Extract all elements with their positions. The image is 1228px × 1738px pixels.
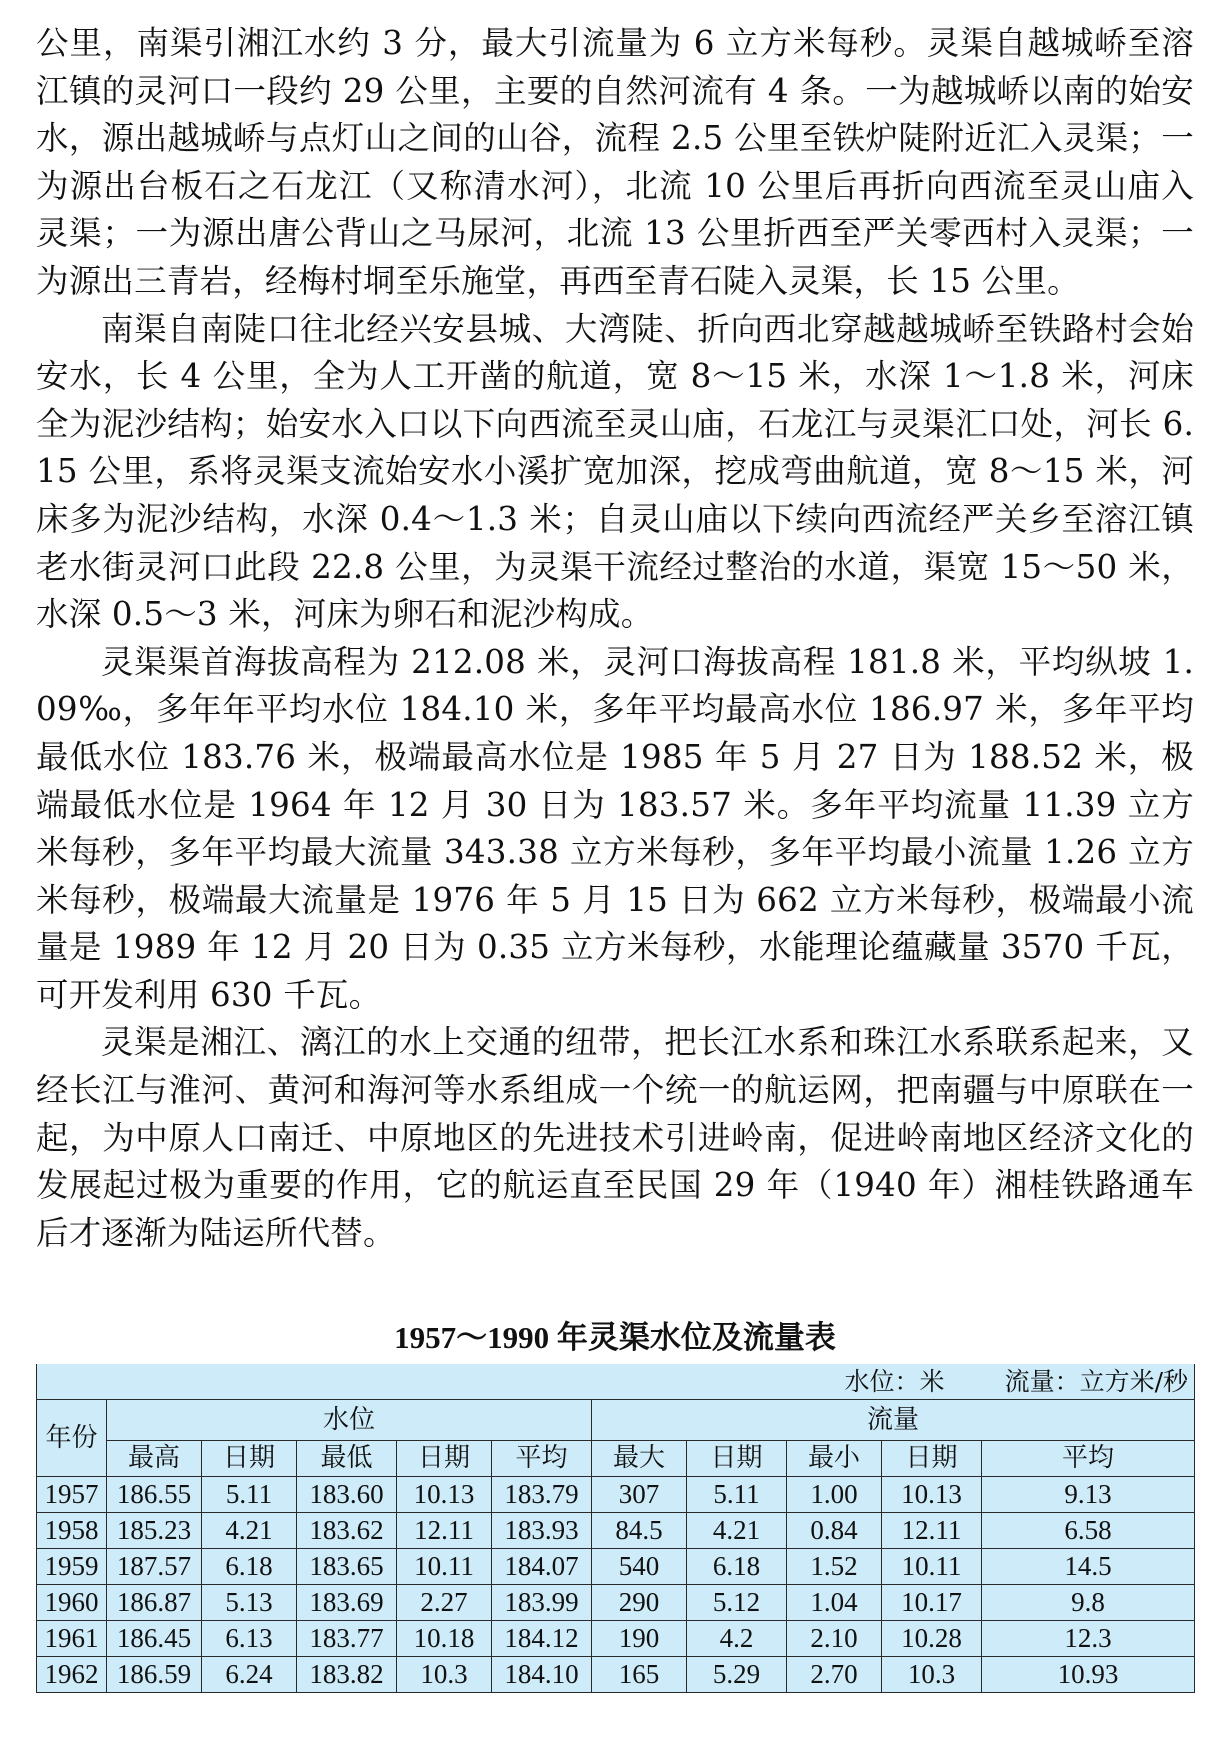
table-cell: 2.10 — [787, 1621, 882, 1657]
table-cell: 183.93 — [492, 1513, 592, 1549]
table-cell: 10.18 — [397, 1621, 492, 1657]
table-cell: 10.17 — [882, 1585, 982, 1621]
table-cell: 186.55 — [107, 1477, 202, 1513]
paragraph: 公里，南渠引湘江水约 3 分，最大引流量为 6 立方米每秒。灵渠自越城峤至溶江镇的灵河口一段约 29 公里，主要的自然河流有 4 条。一为越城峤以南的始安水，源出越城峤与点灯山之间的山谷，流程 2.5 公里至铁炉陡附近汇入灵渠；一为源出台板石之石龙江（又称清水河），北流 10 公里后再折向西流至灵山庙入灵渠；一为源出唐公背山之马尿河，北流 13 公里折西至严关零西村入灵渠；一为源出三青岩，经梅村垌至乐施堂，再西至青石陡入灵渠，长 15 公里。 — [36, 24, 1194, 300]
table-cell: 6.58 — [982, 1513, 1195, 1549]
table-cell: 10.11 — [882, 1549, 982, 1585]
table-cell: 9.13 — [982, 1477, 1195, 1513]
table-cell: 1958 — [37, 1513, 107, 1549]
table-cell: 1960 — [37, 1585, 107, 1621]
table-cell: 165 — [592, 1657, 687, 1693]
table-cell: 5.11 — [202, 1477, 297, 1513]
paragraph: 南渠自南陡口往北经兴安县城、大湾陡、折向西北穿越越城峤至铁路村会始安水，长 4 公里，全为人工开凿的航道，宽 8～15 米，水深 1～1.8 米，河床全为泥沙结构；始安水入口以下向西流至灵山庙，石龙江与灵渠汇口处，河长 6.15 公里，系将灵渠支流始安水小溪扩宽加深，挖成弯曲航道，宽 8～15 米，河床多为泥沙结构，水深 0.4～1.3 米；自灵山庙以下续向西流经严关乡至溶江镇老水街灵河口此段 22.8 公里，为灵渠干流经过整治的水道，渠宽 15～50 米，水深 0.5～3 米，河床为卵石和泥沙构成。 — [36, 309, 1194, 634]
table-cell: 186.59 — [107, 1657, 202, 1693]
column-header: 最低 — [297, 1441, 397, 1477]
table-row — [37, 1621, 1195, 1657]
table-cell: 0.84 — [787, 1513, 882, 1549]
table-cell: 5.12 — [687, 1585, 787, 1621]
table-cell: 184.12 — [492, 1621, 592, 1657]
column-header: 日期 — [687, 1441, 787, 1477]
table-cell: 290 — [592, 1585, 687, 1621]
table-cell: 4.2 — [687, 1621, 787, 1657]
table-cell: 10.11 — [397, 1549, 492, 1585]
column-header: 平均 — [982, 1441, 1195, 1477]
table-cell: 1959 — [37, 1549, 107, 1585]
table-cell: 1957 — [37, 1477, 107, 1513]
table-cell: 307 — [592, 1477, 687, 1513]
water-level-flow-table — [36, 1364, 1195, 1693]
column-header: 最高 — [107, 1441, 202, 1477]
table-cell: 6.18 — [202, 1549, 297, 1585]
table-cell: 187.57 — [107, 1549, 202, 1585]
column-header: 最小 — [787, 1441, 882, 1477]
paragraph: 灵渠是湘江、漓江的水上交通的纽带，把长江水系和珠江水系联系起来，又经长江与淮河、黄河和海河等水系组成一个统一的航运网，把南疆与中原联在一起，为中原人口南迁、中原地区的先进技术引进岭南，促进岭南地区经济文化的发展起过极为重要的作用，它的航运直至民国 29 年（1940 年）湘桂铁路通车后才逐渐为陆运所代替。 — [36, 1023, 1194, 1252]
table-cell: 5.11 — [687, 1477, 787, 1513]
table-cell: 2.70 — [787, 1657, 882, 1693]
table-cell: 12.11 — [397, 1513, 492, 1549]
table-cell: 5.13 — [202, 1585, 297, 1621]
table-cell: 190 — [592, 1621, 687, 1657]
column-header: 最大 — [592, 1441, 687, 1477]
table-cell: 6.13 — [202, 1621, 297, 1657]
table-cell: 183.77 — [297, 1621, 397, 1657]
group-header-flow: 流量 — [592, 1400, 1195, 1441]
table-cell: 4.21 — [202, 1513, 297, 1549]
table-row — [37, 1549, 1195, 1585]
table-row — [37, 1657, 1195, 1693]
table-cell: 12.3 — [982, 1621, 1195, 1657]
table-cell: 183.60 — [297, 1477, 397, 1513]
table-row — [37, 1477, 1195, 1513]
table-cell: 1962 — [37, 1657, 107, 1693]
group-header-level: 水位 — [107, 1400, 592, 1441]
table-cell: 4.21 — [687, 1513, 787, 1549]
table-cell: 14.5 — [982, 1549, 1195, 1585]
table-cell: 183.65 — [297, 1549, 397, 1585]
table-cell: 10.3 — [882, 1657, 982, 1693]
units-flow: 流量：立方米/秒 — [1004, 1367, 1188, 1397]
group-header-row — [37, 1400, 1195, 1441]
table-cell: 12.11 — [882, 1513, 982, 1549]
column-header: 日期 — [397, 1441, 492, 1477]
table-title: 1957～1990 年灵渠水位及流量表 — [394, 1320, 836, 1356]
table-cell: 6.18 — [687, 1549, 787, 1585]
units-row — [37, 1364, 1195, 1400]
column-header: 日期 — [882, 1441, 982, 1477]
table-cell: 540 — [592, 1549, 687, 1585]
table-cell: 184.10 — [492, 1657, 592, 1693]
table-cell: 1961 — [37, 1621, 107, 1657]
column-header: 平均 — [492, 1441, 592, 1477]
year-header: 年份 — [37, 1400, 107, 1477]
table-cell: 84.5 — [592, 1513, 687, 1549]
table-cell: 186.87 — [107, 1585, 202, 1621]
table-cell: 183.69 — [297, 1585, 397, 1621]
table-cell: 9.8 — [982, 1585, 1195, 1621]
table-cell: 183.79 — [492, 1477, 592, 1513]
table-cell: 1.00 — [787, 1477, 882, 1513]
table-cell: 2.27 — [397, 1585, 492, 1621]
paragraph: 灵渠渠首海拔高程为 212.08 米，灵河口海拔高程 181.8 米，平均纵坡 1.09‰，多年年平均水位 184.10 米，多年平均最高水位 186.97 米，多年平均最低水位 183.76 米，极端最高水位是 1985 年 5 月 27 日为 188.52 米，极端最低水位是 1964 年 12 月 30 日为 183.57 米。多年平均流量 11.39 立方米每秒，多年平均最大流量 343.38 立方米每秒，多年平均最小流量 1.26 立方米每秒，极端最大流量是 1976 年 5 月 15 日为 662 立方米每秒，极端最小流量是 1989 年 12 月 20 日为 0.35 立方米每秒，水能理论蕴藏量 3570 千瓦，可开发利用 630 千瓦。 — [36, 642, 1194, 1014]
table-cell: 1.04 — [787, 1585, 882, 1621]
table-cell: 10.93 — [982, 1657, 1195, 1693]
table-cell: 10.3 — [397, 1657, 492, 1693]
table-row — [37, 1585, 1195, 1621]
table-cell: 183.82 — [297, 1657, 397, 1693]
table-cell: 1.52 — [787, 1549, 882, 1585]
column-header: 日期 — [202, 1441, 297, 1477]
table-row — [37, 1513, 1195, 1549]
table-cell: 186.45 — [107, 1621, 202, 1657]
body-text — [36, 20, 1194, 1257]
table-cell: 10.13 — [397, 1477, 492, 1513]
units-level: 水位：米 — [844, 1367, 945, 1397]
sub-header-row — [37, 1441, 1195, 1477]
table-cell: 5.29 — [687, 1657, 787, 1693]
table-cell: 185.23 — [107, 1513, 202, 1549]
table-cell: 183.62 — [297, 1513, 397, 1549]
table-cell: 6.24 — [202, 1657, 297, 1693]
table-cell: 10.13 — [882, 1477, 982, 1513]
table-cell: 183.99 — [492, 1585, 592, 1621]
table-cell: 10.28 — [882, 1621, 982, 1657]
table-cell: 184.07 — [492, 1549, 592, 1585]
document-page — [36, 20, 1194, 1693]
